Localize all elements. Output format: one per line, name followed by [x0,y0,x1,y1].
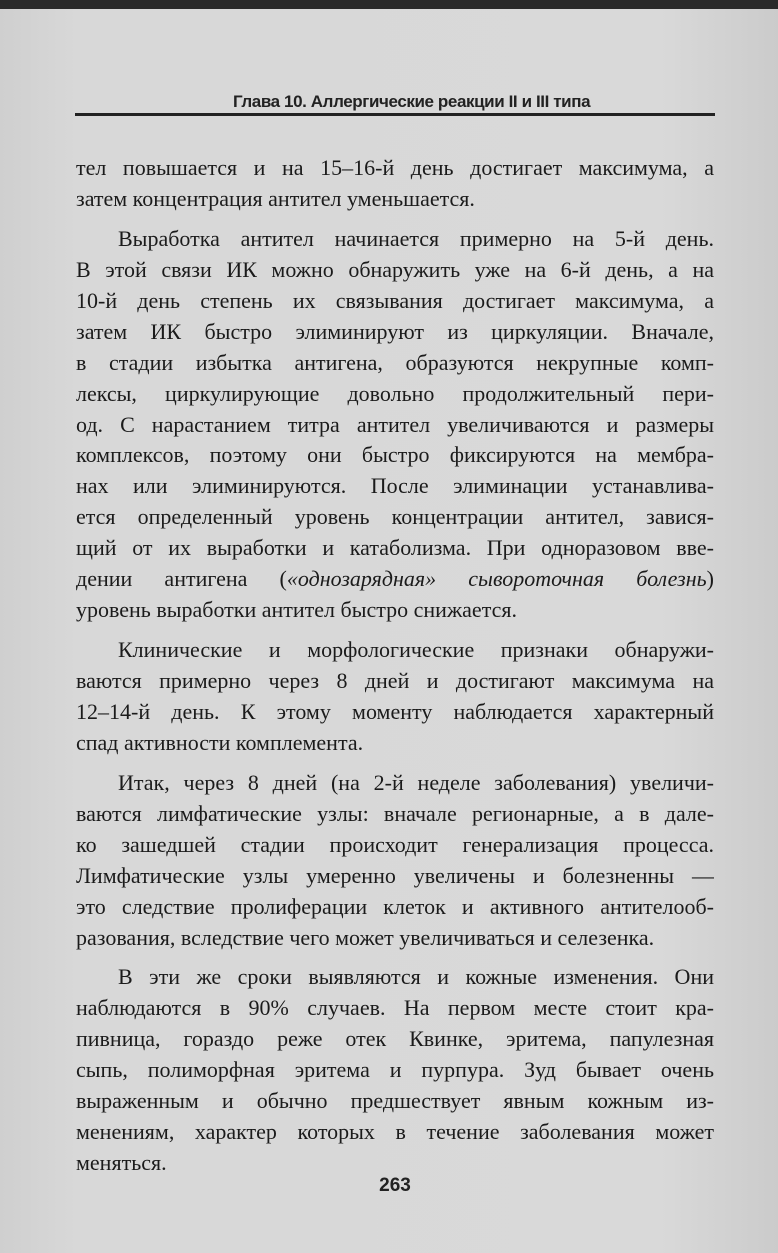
text-line: нах или элиминируются. После элиминации устанавлива- [76,473,714,499]
text-line: 10-й день степень их связывания достигает максимума, а [76,287,714,313]
text-line: сыпь, полиморфная эритема и пурпура. Зуд бывает очень [76,1057,714,1083]
text-line: менениям, характер которых в течение заболевания может [76,1119,714,1145]
text-line: разования, вследствие чего может увеличиваться и селезенка. [76,924,655,950]
text-line: 12–14-й день. К этому моменту наблюдается характерный [76,698,714,724]
page-number: 263 [379,1175,411,1196]
paragraph-first-line: Клинические и морфологические признаки обнаружи- [118,637,714,663]
text-line: ваются примерно через 8 дней и достигают максимума на [76,668,714,693]
text-line: это следствие пролиферации клеток и активного антителооб- [76,893,714,919]
text-line: уровень выработки антител быстро снижается. [76,597,517,623]
text-line: спад активности комплемента. [76,729,364,755]
paragraph-first-line: Итак, через 8 дней (на 2-й неделе заболевания) увеличи- [118,769,714,795]
paragraph-first-line: В эти же сроки выявляются и кожные изменения. Они [118,964,714,990]
text-line-with-emphasis [76,564,714,595]
text-line: од. С нарастанием титра антител увеличиваются и размеры [76,411,714,437]
text-line: щий от их выработки и катаболизма. При одноразовом вве- [76,535,714,561]
text-fragment: дении антигена ( [76,566,287,592]
text-line: выраженным и обычно предшествует явным кожным из- [76,1088,714,1114]
running-header: Глава 10. Аллергические реакции II и III типа [233,92,591,111]
text-line: затем ИК быстро элиминируют из циркуляции. Вначале, [76,318,714,344]
body-text [76,153,714,1179]
text-line: Лимфатические узлы умеренно увеличены и болезненны — [76,862,714,888]
scan-top-edge [0,0,778,9]
text-line: наблюдаются в 90% случаев. На первом месте стоит кра- [76,995,714,1021]
text-fragment: ) [706,566,714,592]
paragraph-first-line: Выработка антител начинается примерно на 5-й день. [118,225,714,251]
text-line: ется определенный уровень концентрации антител, завися- [76,504,714,530]
text-line: В этой связи ИК можно обнаружить уже на 6-й день, а на [76,256,714,282]
text-line: ко зашедшей стадии происходит генерализация процесса. [76,831,714,857]
text-line: в стадии избытка антигена, образуются некрупные комп- [76,349,714,375]
text-line: комплексов, поэтому они быстро фиксируются на мембра- [76,442,714,468]
text-line: ваются лимфатические узлы: вначале регионарные, а в дале- [76,800,714,826]
text-line: пивница, гораздо реже отек Квинке, эритема, папулезная [76,1026,714,1052]
emphasized-term: «однозарядная» сывороточная болезнь [286,566,707,592]
text-line: затем концентрация антител уменьшается. [76,185,475,211]
header-rule [75,113,715,116]
text-line: лексы, циркулирующие довольно продолжительный пери- [76,380,714,406]
text-line: тел повышается и на 15–16-й день достигает максимума, а [76,155,714,180]
text-line: меняться. [76,1150,167,1176]
